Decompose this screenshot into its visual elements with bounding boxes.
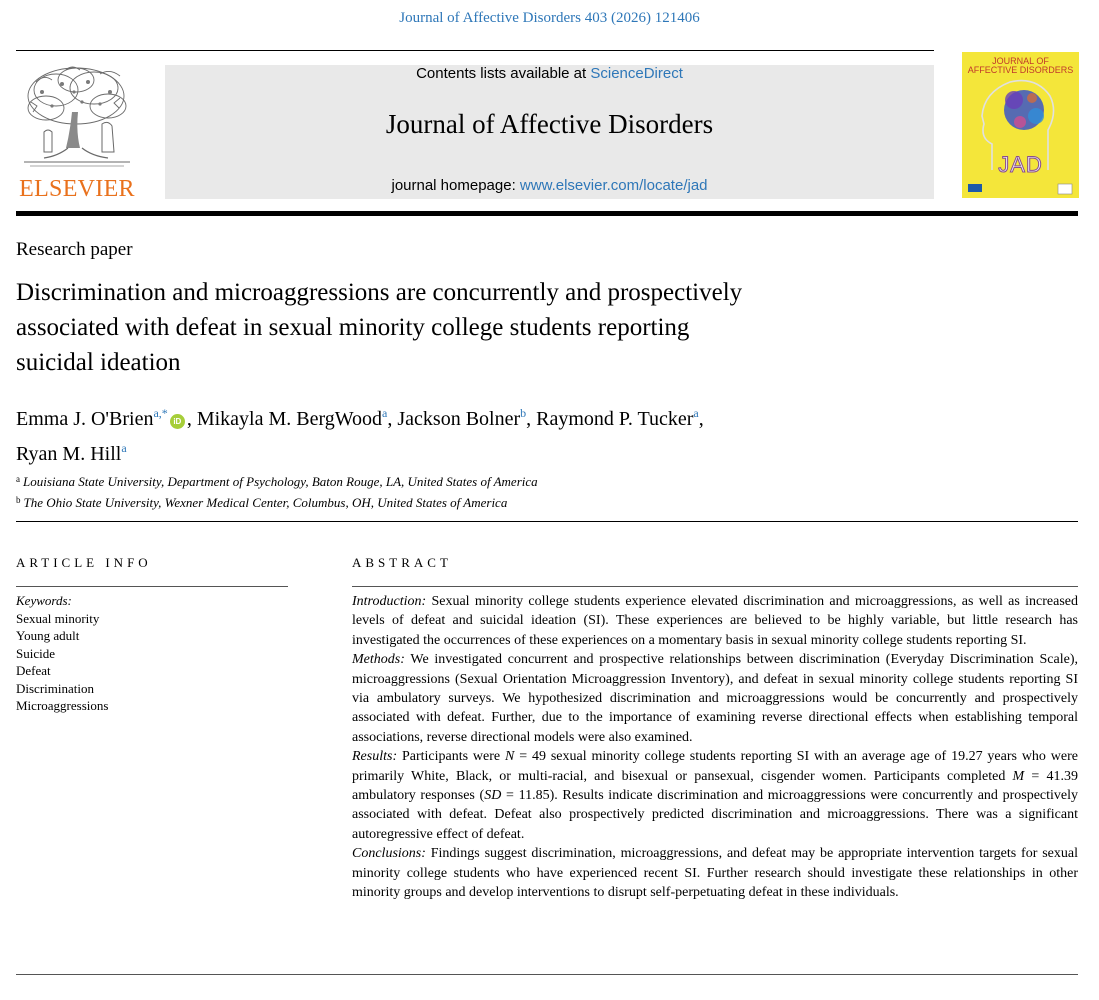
results-label: Results:: [352, 749, 398, 765]
keywords-block: [16, 592, 108, 715]
article-info-rule: [16, 586, 288, 587]
article-title: [16, 275, 946, 380]
homepage-prefix: journal homepage:: [391, 177, 520, 194]
keyword-item: Discrimination: [16, 680, 94, 696]
affiliations: [16, 470, 538, 512]
results-m-symbol: M: [1012, 768, 1025, 784]
author-affiliation-mark[interactable]: a: [121, 441, 127, 455]
keyword-item: Defeat: [16, 663, 51, 678]
masthead-rule: [16, 211, 1078, 216]
keywords-label: Keywords:: [16, 593, 72, 608]
author-name[interactable]: Emma J. O'Brien: [16, 408, 154, 430]
author-affiliation-mark[interactable]: a,*: [153, 406, 168, 420]
cover-jad-logo: JAD: [998, 152, 1043, 177]
orcid-icon[interactable]: iD: [170, 414, 185, 429]
footer-divider: [16, 974, 1078, 975]
contents-line: [165, 65, 934, 82]
author-separator: ,: [387, 408, 398, 430]
methods-text: We investigated concurrent and prospective relationships between discrimination (Everyday Discrimination Scale), microaggressions (Sexual Orientation Microaggression Inventory), and defeat in sexual minority college students reporting SI via ambulatory surveys. We hypothesized discrimination and microaggressions would be concurrently and prospectively associated with defeat. Further, due to the importance of examining reverse directional effects when establishing temporal associations, reverse directional models were also examined.: [352, 652, 1078, 745]
abstract-heading: ABSTRACT: [352, 555, 452, 570]
abstract-introduction: [352, 592, 1078, 650]
abstract-rule: [352, 586, 1078, 587]
article-info-heading: ARTICLE INFO: [16, 555, 152, 570]
results-text: = 41.39 ambulatory responses (: [352, 768, 1078, 804]
author-name[interactable]: Mikayla M. BergWood: [196, 408, 383, 430]
affiliation-text: The Ohio State University, Wexner Medical Center, Columbus, OH, United States of America: [23, 495, 508, 510]
elsevier-logo[interactable]: [16, 62, 138, 200]
author-affiliation-mark[interactable]: a: [693, 406, 699, 420]
journal-citation[interactable]: Journal of Affective Disorders 403 (2026) 121406: [399, 10, 700, 26]
author-separator: ,: [698, 408, 704, 430]
abstract-body: [352, 592, 1078, 903]
introduction-label: Introduction:: [352, 594, 427, 609]
keyword-item: Sexual minority: [16, 610, 100, 626]
elsevier-wordmark: ELSEVIER: [19, 176, 135, 202]
journal-cover-thumbnail[interactable]: [962, 52, 1079, 198]
journal-banner: [165, 65, 934, 199]
author-list: [16, 399, 1016, 469]
homepage-line: [165, 177, 934, 194]
affiliation-text: Louisiana State University, Department of Psychology, Baton Rouge, LA, United States of America: [23, 474, 538, 489]
affiliation-mark: b: [16, 495, 21, 505]
author-affiliation-mark[interactable]: b: [520, 406, 527, 420]
author-affiliation-mark[interactable]: a: [382, 406, 388, 420]
title-line: Discrimination and microaggressions are concurrently and prospectively: [16, 279, 743, 306]
cover-title-line2: AFFECTIVE DISORDERS: [967, 65, 1074, 75]
title-line: associated with defeat in sexual minority college students reporting: [16, 314, 690, 341]
author-name[interactable]: Raymond P. Tucker: [536, 408, 694, 430]
author-separator: ,: [186, 408, 197, 430]
conclusions-label: Conclusions:: [352, 846, 426, 862]
abstract-results: [352, 747, 1078, 844]
affiliation-item: [16, 491, 538, 512]
methods-label: Methods:: [352, 652, 405, 668]
section-divider: [16, 521, 1078, 522]
author-name[interactable]: Ryan M. Hill: [16, 443, 122, 465]
affiliation-mark: a: [16, 474, 20, 484]
journal-title: Journal of Affective Disorders: [385, 109, 714, 139]
contents-prefix: Contents lists available at: [416, 65, 591, 82]
title-line: suicidal ideation: [16, 349, 181, 376]
results-sd-symbol: SD: [484, 788, 502, 804]
author-name[interactable]: Jackson Bolner: [397, 408, 521, 430]
cover-title-line1: JOURNAL OF: [992, 56, 1049, 66]
results-text: = 49 sexual minority college students reporting SI with an average age of 19.27 years who were primarily White, Black, or multi-racial, and bisexual or pansexual, cisgender women. Participants completed: [352, 749, 1078, 784]
conclusions-text: Findings suggest discrimination, microaggressions, and defeat may be appropriate intervention targets for sexual minority college students who have experienced recent SI. Further research should investigate these relationships in other minority groups and develop interventions to disrupt self-perpetuating defeat in these individuals.: [352, 846, 1078, 901]
elsevier-tree-icon: [16, 62, 138, 174]
header-divider: [16, 50, 934, 51]
introduction-text: Sexual minority college students experience elevated discrimination and microaggressions, as well as increased levels of defeat and suicidal ideation (SI). These experiences are believed to be highly variable, but little research has investigated the occurrences of these experiences on a momentary basis in sexual minority college students reporting SI.: [352, 594, 1078, 648]
results-text: Participants were: [397, 749, 505, 765]
journal-homepage-link[interactable]: www.elsevier.com/locate/jad: [519, 177, 708, 194]
results-text: = 11.85). Results indicate discrimination and microaggressions were concurrently and prospectively associated with defeat. Defeat also prospectively predicted discrimination and microaggressions. There was a significant autoregressive effect of defeat.: [352, 788, 1078, 842]
keyword-item: Suicide: [16, 645, 55, 661]
results-n-symbol: N: [505, 749, 515, 765]
keyword-item: Microaggressions: [16, 698, 109, 713]
author-separator: ,: [526, 408, 537, 430]
article-type: Research paper: [16, 239, 133, 260]
keyword-item: Young adult: [16, 628, 80, 643]
sciencedirect-link[interactable]: ScienceDirect: [590, 65, 683, 82]
affiliation-item: [16, 470, 538, 491]
abstract-conclusions: [352, 844, 1078, 902]
abstract-methods: [352, 650, 1078, 747]
